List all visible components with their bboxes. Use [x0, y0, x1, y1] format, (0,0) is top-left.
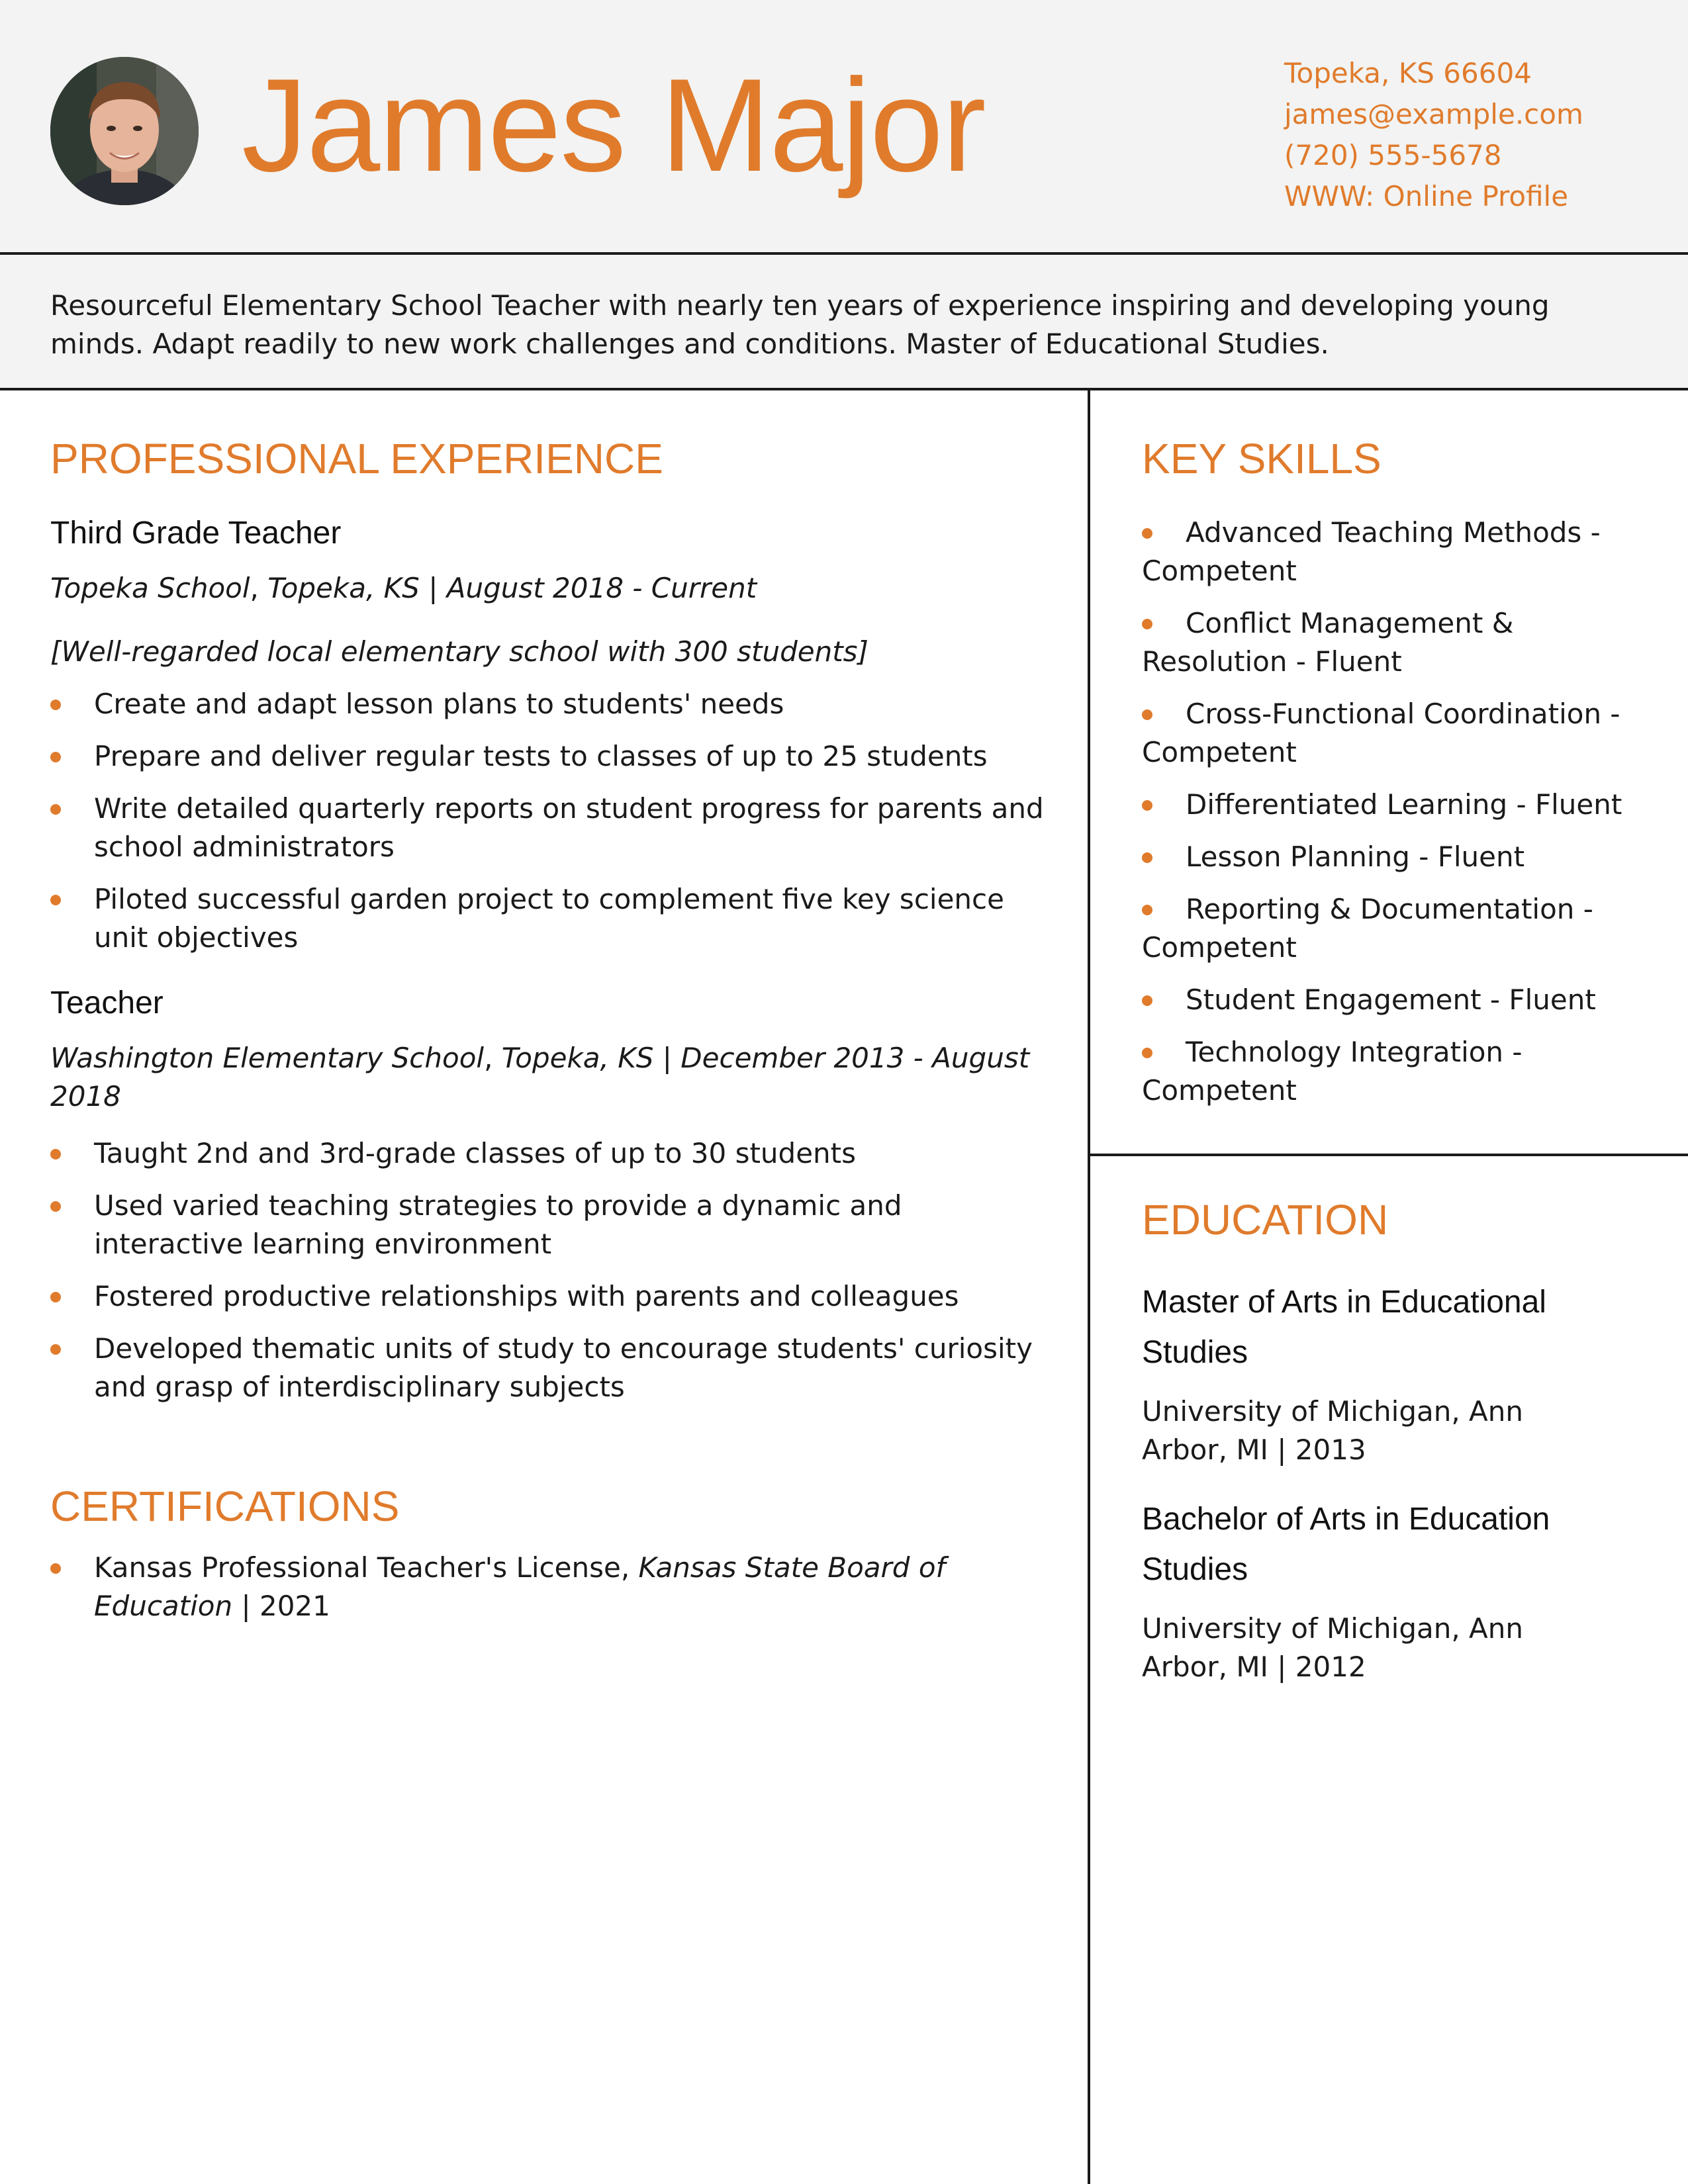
job-entry: [50, 982, 1056, 1406]
summary-text: Resourceful Elementary School Teacher with nearly ten years of experience inspiring and developing young minds. Adapt readily to new work challenges and conditions. Master of Educational Studies.: [50, 289, 1550, 360]
skills-heading: KEY SKILLS: [1142, 435, 1382, 482]
certification-name: Kansas Professional Teacher's License: [94, 1551, 621, 1584]
job-bullets: [50, 685, 1056, 957]
job-meta: [50, 569, 1056, 608]
skill-item: Conflict Management & Resolution - Fluent: [1142, 604, 1658, 681]
candidate-name: James Major: [242, 52, 985, 199]
list-item: Fostered productive relationships with parents and colleagues: [50, 1277, 1056, 1316]
list-item: Taught 2nd and 3rd-grade classes of up to 30 students: [50, 1134, 1056, 1173]
contact-info: [1284, 53, 1583, 217]
job-location: Topeka, KS: [501, 1042, 654, 1074]
left-column: [50, 430, 1056, 1625]
profile-photo: [50, 57, 199, 205]
certification-issuer: Kansas State Board of Education: [94, 1551, 946, 1622]
right-column: [1142, 430, 1658, 1683]
certifications-heading: CERTIFICATIONS: [50, 1482, 400, 1530]
meta-comma: ,: [484, 1042, 502, 1074]
meta-separator: |: [232, 1590, 259, 1622]
list-item: Write detailed quarterly reports on student progress for parents and school administrators: [50, 790, 1056, 866]
summary-section: [0, 255, 1688, 390]
job-bullets: [50, 1134, 1056, 1406]
contact-email[interactable]: james@example.com: [1284, 98, 1583, 130]
list-item: Piloted successful garden project to complement five key science unit objectives: [50, 880, 1056, 957]
education-degree: Master of Arts in Educational Studies: [1142, 1285, 1546, 1370]
skill-item: Technology Integration - Competent: [1142, 1033, 1658, 1110]
meta-separator: |: [419, 572, 447, 604]
list-item: Prepare and deliver regular tests to classes of up to 25 students: [50, 737, 1056, 776]
meta-comma: ,: [620, 1551, 639, 1584]
job-location: Topeka, KS: [267, 572, 420, 604]
list-item: Used varied teaching strategies to provide a dynamic and interactive learning environment: [50, 1187, 1056, 1263]
skill-item: Lesson Planning - Fluent: [1142, 838, 1658, 876]
job-title: Teacher: [50, 985, 164, 1021]
job-title: Third Grade Teacher: [50, 516, 342, 551]
list-item: Developed thematic units of study to encourage students' curiosity and grasp of interdisciplinary subjects: [50, 1330, 1056, 1406]
skill-item: Cross-Functional Coordination - Competent: [1142, 695, 1658, 772]
certification-item: [50, 1549, 1056, 1625]
list-item: Create and adapt lesson plans to students' needs: [50, 685, 1056, 723]
resume-header: [0, 0, 1688, 255]
meta-separator: |: [653, 1042, 681, 1074]
certification-year: 2021: [259, 1590, 330, 1622]
skill-item: Advanced Teaching Methods - Competent: [1142, 514, 1658, 590]
education-degree: Bachelor of Arts in Education Studies: [1142, 1502, 1550, 1587]
job-employer: Topeka School: [50, 572, 250, 604]
job-dates: August 2018 - Current: [446, 572, 757, 604]
job-meta: [50, 1039, 1056, 1116]
job-entry: [50, 512, 1056, 957]
contact-website[interactable]: WWW: Online Profile: [1284, 180, 1569, 212]
skill-item: Reporting & Documentation - Competent: [1142, 890, 1658, 967]
education-school: University of Michigan, Ann Arbor, MI | 2013: [1142, 1395, 1524, 1466]
skill-item: Differentiated Learning - Fluent: [1142, 786, 1658, 824]
certifications-list: [50, 1549, 1056, 1625]
education-list: [1142, 1277, 1605, 1686]
job-dates: December 2013 - August 2018: [50, 1042, 1030, 1113]
job-description: [Well-regarded local elementary school with 300 students]: [50, 635, 868, 668]
education-entry: [1142, 1494, 1605, 1686]
skill-item: Student Engagement - Fluent: [1142, 981, 1658, 1019]
experience-heading: PROFESSIONAL EXPERIENCE: [50, 435, 663, 482]
profile-photo-image: [50, 57, 199, 205]
education-school: University of Michigan, Ann Arbor, MI | 2012: [1142, 1612, 1524, 1683]
contact-phone[interactable]: (720) 555-5678: [1284, 139, 1502, 171]
education-heading: EDUCATION: [1142, 1196, 1389, 1244]
meta-comma: ,: [250, 572, 268, 604]
skills-list: [1142, 514, 1658, 1110]
column-divider: [1088, 390, 1090, 2184]
education-entry: [1142, 1277, 1605, 1469]
job-employer: Washington Elementary School: [50, 1042, 485, 1074]
contact-location: Topeka, KS 66604: [1284, 57, 1532, 89]
right-section-divider: [1090, 1154, 1688, 1156]
